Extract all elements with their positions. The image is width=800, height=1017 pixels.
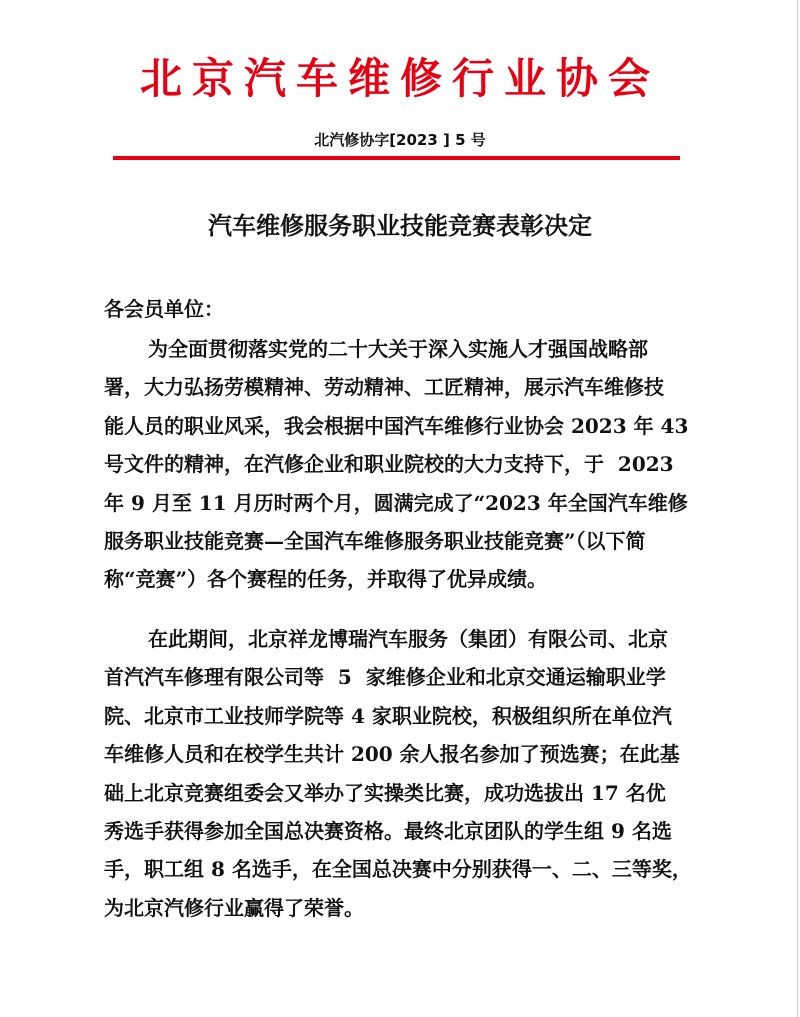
paragraph-2 [104, 620, 702, 927]
paragraph-line: 为北京汽修行业赢得了荣誉。 [104, 895, 364, 920]
paragraph-line: 服务职业技能竞赛—全国汽车维修服务职业技能竞赛”（以下简 [104, 528, 646, 553]
paragraph-line: 车维修人员和在校学生共计 200 余人报名参加了预选赛；在此基 [104, 742, 680, 767]
paragraph-line: 秀选手获得参加全国总决赛资格。最终北京团队的学生组 9 名选 [104, 818, 672, 843]
salutation: 各会员单位： [104, 297, 224, 321]
document-number: 北汽修协字[2023 ] 5 号 [314, 131, 486, 149]
paragraph-1 [104, 330, 702, 599]
organization-name-header: 北京汽车维修行业协会 [139, 54, 660, 103]
paragraph-line: 号文件的精神，在汽修企业和职业院校的大力支持下，于 2023 [104, 452, 674, 477]
page-edge-line [797, 0, 798, 1017]
paragraph-line: 年 9 月至 11 月历时两个月，圆满完成了“2023 年全国汽车维修 [104, 490, 688, 515]
paragraph-line: 在此期间，北京祥龙博瑞汽车服务（集团）有限公司、北京 [148, 627, 668, 651]
paragraph-line: 为全面贯彻落实党的二十大关于深入实施人才强国战略部 [148, 337, 648, 361]
paragraph-line: 能人员的职业风采，我会根据中国汽车维修行业协会 2023 年 43 [104, 413, 689, 438]
paragraph-line: 署，大力弘扬劳模精神、劳动精神、工匠精神，展示汽车维修技 [104, 375, 664, 400]
red-separator-line [113, 156, 680, 160]
paragraph-line: 称“竞赛”）各个赛程的任务，并取得了优异成绩。 [104, 567, 548, 592]
paragraph-line: 首汽汽车修理有限公司等 5 家维修企业和北京交通运输职业学 [104, 665, 666, 690]
document-title: 汽车维修服务职业技能竞赛表彰决定 [208, 212, 592, 240]
paragraph-line: 础上北京竞赛组委会又举办了实操类比赛，成功选拔出 17 名优 [104, 780, 666, 805]
paragraph-line: 手，职工组 8 名选手，在全国总决赛中分别获得一、二、三等奖， [104, 857, 692, 882]
paragraph-line: 院、北京市工业技师学院等 4 家职业院校，积极组织所在单位汽 [104, 703, 672, 728]
